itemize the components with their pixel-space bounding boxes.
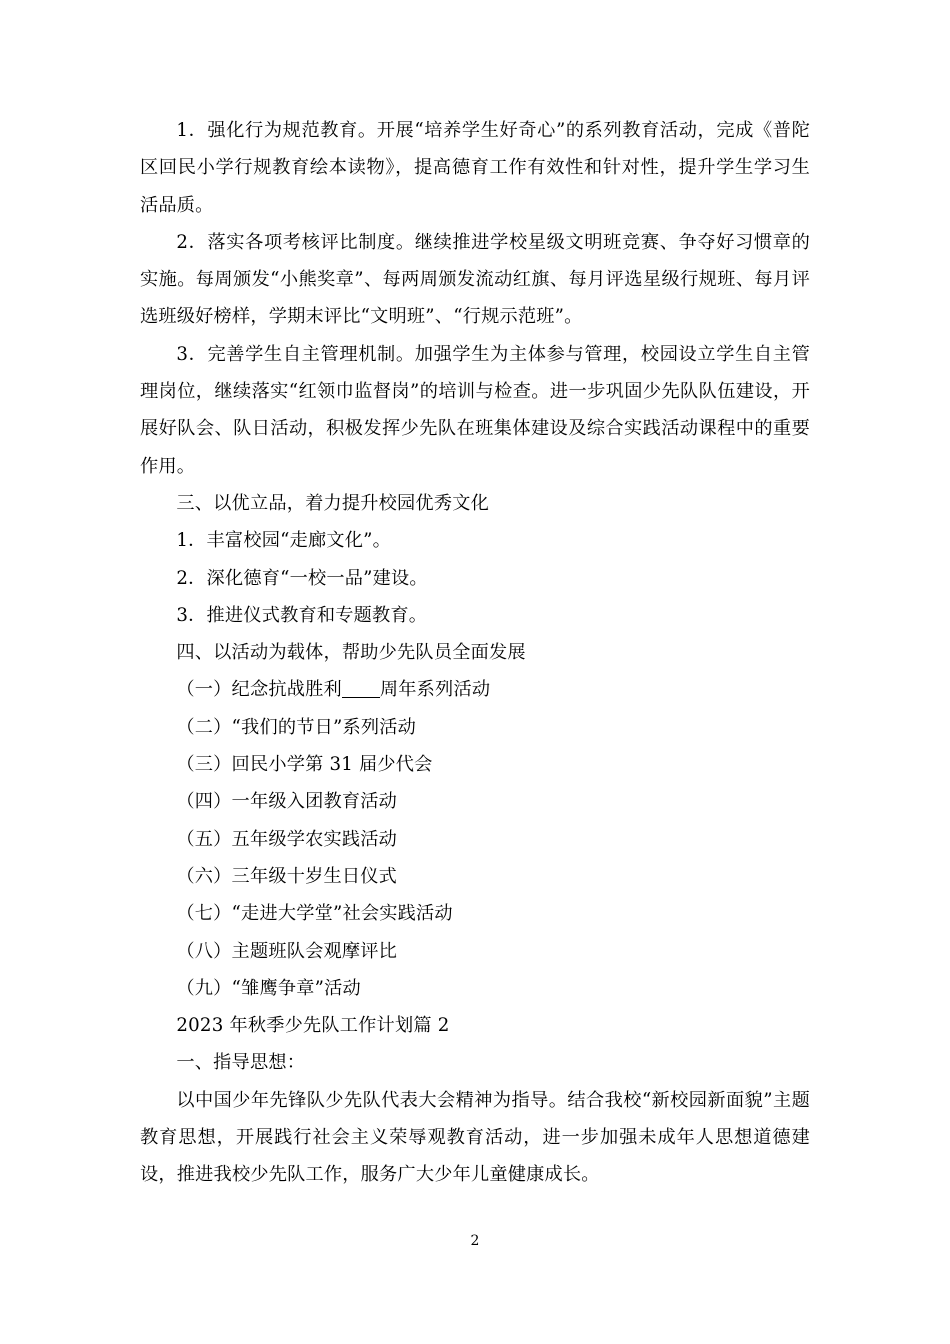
list-item-ceremony-education: 3．推进仪式教育和专题教育。: [176, 604, 428, 626]
page-number: 2: [470, 1233, 480, 1249]
list-item-one-school-one-brand: 2．深化德育“一校一品”建设。: [176, 567, 428, 589]
list-item-corridor-culture: 1．丰富校园“走廊文化”。: [176, 530, 392, 552]
paragraph-evaluation-system: 2．落实各项考核评比制度。继续推进学校星级文明班竞赛、争夺好习惯章的实施。每周颁发“小熊奖章”、每两周颁发流动红旗、每月评选星级行规班、每月评选班级好榜样，学期末评比“文明班”、“行规示范班”。: [140, 231, 810, 328]
activity-item-5: （五）五年级学农实践活动: [176, 828, 398, 850]
document-body: [140, 112, 810, 1194]
activity-item-1-end: 周年系列活动: [379, 679, 491, 701]
section-heading-activities: 四、以活动为载体，帮助少先队员全面发展: [176, 642, 526, 664]
paragraph-self-management: 3．完善学生自主管理机制。加强学生为主体参与管理，校园设立学生自主管理岗位，继续落实“红领巾监督岗”的培训与检查。进一步巩固少先队队伍建设，开展好队会、队日活动，积极发挥少先队在班集体建设及综合实践活动课程中的重要作用。: [140, 343, 810, 477]
section-heading-campus-culture: 三、以优立品，着力提升校园优秀文化: [176, 492, 489, 514]
paragraph-guiding-thought: 以中国少年先锋队少先队代表大会精神为指导。结合我校“新校园新面貌”主题教育思想，开展践行社会主义荣辱观教育活动，进一步加强未成年人思想道德建设，推进我校少先队工作，服务广大少年儿童健康成长。: [140, 1089, 810, 1186]
activity-item-8: （八）主题班队会观摩评比: [176, 940, 398, 962]
activity-item-2: （二）“我们的节日”系列活动: [176, 716, 417, 738]
activity-item-3: （三）回民小学第 31 届少代会: [176, 754, 433, 776]
activity-item-1-start: （一）纪念抗战胜利: [176, 679, 342, 701]
activity-item-4: （四）一年级入团教育活动: [176, 791, 398, 813]
activity-item-7: （七）“走进大学堂”社会实践活动: [176, 903, 453, 925]
activity-item-6: （六）三年级十岁生日仪式: [176, 865, 398, 887]
section-heading-guiding-thought: 一、指导思想：: [176, 1052, 306, 1074]
plan-title: 2023 年秋季少先队工作计划篇 2: [176, 1015, 450, 1037]
activity-item-1: [140, 671, 810, 708]
paragraph-behavior-education: 1．强化行为规范教育。开展“培养学生好奇心”的系列教育活动，完成《普陀区回民小学行规教育绘本读物》，提高德育工作有效性和针对性，提升学生学习生活品质。: [140, 120, 810, 216]
blank-underline: [342, 679, 380, 698]
activity-item-9: （九）“雏鹰争章”活动: [176, 977, 361, 999]
